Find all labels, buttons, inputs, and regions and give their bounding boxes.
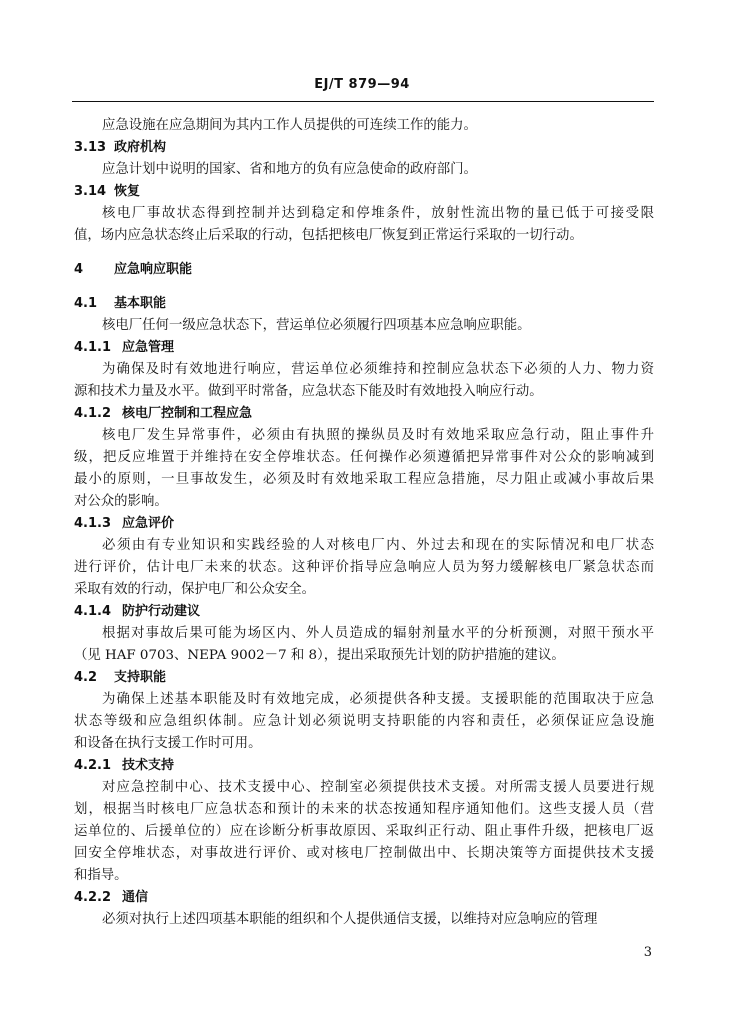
paragraph-line: 划，根据当时核电厂应急状态和预计的未来的状态按通知程序通知他们。这些支援人员（营 bbox=[74, 802, 654, 817]
section-heading bbox=[74, 513, 654, 535]
section-title: 支持职能 bbox=[114, 670, 167, 685]
section-number: 3.13 bbox=[74, 140, 107, 155]
section-heading bbox=[74, 403, 654, 425]
section-heading bbox=[74, 259, 654, 281]
paragraph-line: 和指导。 bbox=[74, 868, 128, 883]
page-number: 3 bbox=[643, 945, 652, 960]
section-title: 防护行动建议 bbox=[122, 604, 201, 619]
paragraph-line: 值，场内应急状态终止后采取的行动，包括把核电厂恢复到正常运行采取的一切行动。 bbox=[74, 228, 583, 243]
paragraph-line: 和设备在执行支援工作时可用。 bbox=[74, 736, 262, 751]
paragraph-line: 对应急控制中心、技术支援中心、控制室必须提供技术支援。对所需支援人员要进行规 bbox=[102, 780, 654, 795]
section-title: 政府机构 bbox=[114, 140, 167, 155]
section-number: 4.1.2 bbox=[74, 406, 112, 421]
header-rule bbox=[72, 101, 654, 102]
section-title: 应急评价 bbox=[122, 516, 175, 531]
paragraph-line: 应急设施在应急期间为其内工作人员提供的可连续工作的能力。 bbox=[102, 118, 477, 133]
section-title: 应急响应职能 bbox=[114, 262, 193, 277]
section-number: 4.2.2 bbox=[74, 890, 112, 905]
section-heading bbox=[74, 293, 654, 315]
paragraph-line: 核电厂事故状态得到控制并达到稳定和停堆条件，放射性流出物的量已低于可接受限 bbox=[102, 206, 654, 221]
paragraph-line: 级，把反应堆置于并维持在安全停堆状态。任何操作必须遵循把异常事件对公众的影响减到 bbox=[74, 450, 654, 465]
section-number: 4.1.1 bbox=[74, 340, 112, 355]
paragraph-line: 进行评价，估计电厂未来的状态。这种评价指导应急响应人员为努力缓解核电厂紧急状态而 bbox=[74, 560, 654, 575]
paragraph-line: 最小的原则，一旦事故发生，必须及时有效地采取工程应急措施，尽力阻止或减小事故后果 bbox=[74, 472, 654, 487]
section-number: 4.1 bbox=[74, 296, 98, 311]
section-heading bbox=[74, 337, 654, 359]
section-heading bbox=[74, 667, 654, 689]
section-number: 3.14 bbox=[74, 184, 107, 199]
section-heading bbox=[74, 887, 654, 909]
section-number: 4.1.4 bbox=[74, 604, 112, 619]
paragraph-line: 对公众的影响。 bbox=[74, 494, 168, 509]
document-body bbox=[74, 115, 654, 931]
paragraph-line: 根据对事故后果可能为场区内、外人员造成的辐射剂量水平的分析预测，对照干预水平 bbox=[102, 626, 654, 641]
section-number: 4.2 bbox=[74, 670, 98, 685]
paragraph-line: 为确保及时有效地进行响应，营运单位必须维持和控制应急状态下必须的人力、物力资 bbox=[102, 362, 654, 377]
section-heading bbox=[74, 601, 654, 623]
section-number: 4 bbox=[74, 262, 84, 277]
paragraph-line: 为确保上述基本职能及时有效地完成，必须提供各种支援。支援职能的范围取决于应急 bbox=[102, 692, 654, 707]
section-title: 基本职能 bbox=[114, 296, 167, 311]
section-heading bbox=[74, 755, 654, 777]
section-heading bbox=[74, 181, 654, 203]
paragraph-line: 核电厂任何一级应急状态下，营运单位必须履行四项基本应急响应职能。 bbox=[102, 318, 531, 333]
paragraph-line: 核电厂发生异常事件，必须由有执照的操纵员及时有效地采取应急行动，阻止事件升 bbox=[102, 428, 654, 443]
section-heading bbox=[74, 137, 654, 159]
section-title: 技术支持 bbox=[122, 758, 175, 773]
section-gap bbox=[74, 281, 654, 293]
paragraph-line: 运单位的、后援单位的）应在诊断分析事故原因、采取纠正行动、阻止事件升级，把核电厂返 bbox=[74, 824, 654, 839]
paragraph-line: 状态等级和应急组织体制。应急计划必须说明支持职能的内容和责任，必须保证应急设施 bbox=[74, 714, 654, 729]
section-gap bbox=[74, 247, 654, 259]
paragraph-line: 应急计划中说明的国家、省和地方的负有应急使命的政府部门。 bbox=[102, 162, 477, 177]
paragraph-line: 采取有效的行动，保护电厂和公众安全。 bbox=[74, 582, 316, 597]
section-number: 4.1.3 bbox=[74, 516, 112, 531]
paragraph-line: 回安全停堆状态，对事故进行评价、或对核电厂控制做出中、长期决策等方面提供技术支援 bbox=[74, 846, 654, 861]
section-title: 通信 bbox=[122, 890, 149, 905]
section-title: 核电厂控制和工程应急 bbox=[122, 406, 253, 421]
section-number: 4.2.1 bbox=[74, 758, 112, 773]
running-header: EJ/T 879—94 bbox=[314, 77, 410, 92]
paragraph-line: （见 HAF 0703、NEPA 9002－7 和 8），提出采取预先计划的防护措施的建议。 bbox=[74, 648, 565, 663]
paragraph-line: 源和技术力量及水平。做到平时常备，应急状态下能及时有效地投入响应行动。 bbox=[74, 384, 543, 399]
paragraph-line: 必须对执行上述四项基本职能的组织和个人提供通信支援，以维持对应急响应的管理 bbox=[102, 912, 598, 927]
paragraph-line: 必须由有专业知识和实践经验的人对核电厂内、外过去和现在的实际情况和电厂状态 bbox=[102, 538, 654, 553]
section-title: 恢复 bbox=[114, 184, 141, 199]
section-title: 应急管理 bbox=[122, 340, 175, 355]
